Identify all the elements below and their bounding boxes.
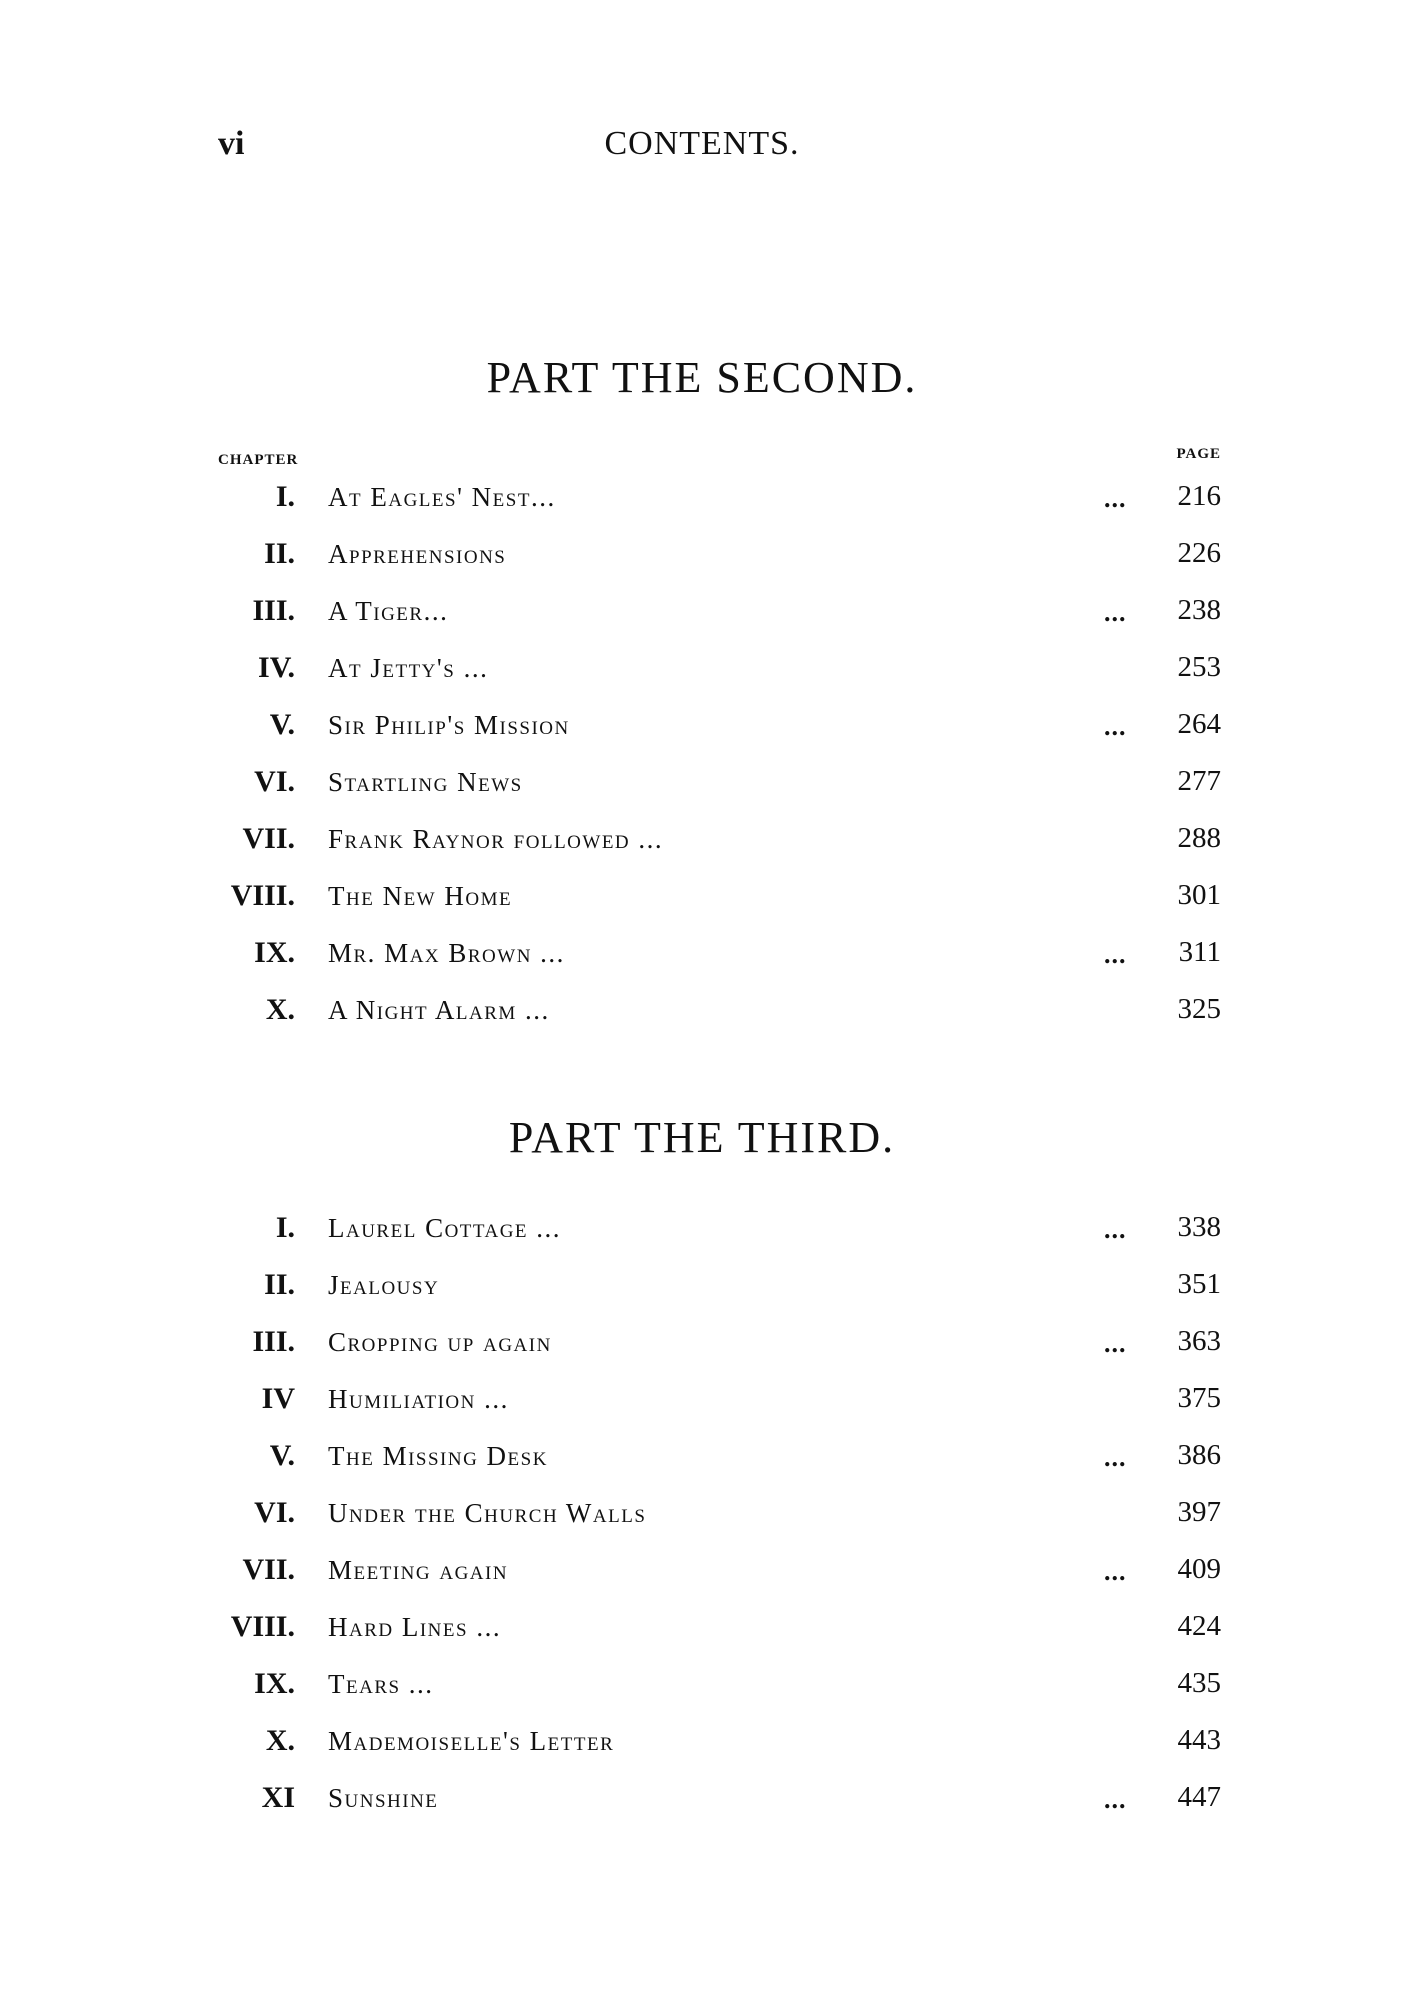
chapter-numeral: III. xyxy=(252,1325,295,1358)
toc-entry xyxy=(0,708,1404,752)
chapter-title: Jealousy xyxy=(328,1270,440,1300)
chapter-numeral: II. xyxy=(264,537,295,570)
chapter-numeral: VII. xyxy=(242,822,295,855)
toc-entry xyxy=(0,1325,1404,1369)
page-number: 325 xyxy=(1177,993,1221,1025)
chapter-numeral: IV. xyxy=(258,651,295,684)
toc-entry xyxy=(0,822,1404,866)
chapter-title: Tears ... xyxy=(328,1669,434,1699)
page-number: 424 xyxy=(1177,1610,1221,1642)
toc-entry xyxy=(0,1211,1404,1255)
chapter-numeral: III. xyxy=(252,594,295,627)
page-number: 253 xyxy=(1177,651,1221,683)
dot-leader: ... xyxy=(1104,1557,1127,1586)
chapter-title: A Night Alarm ... xyxy=(328,995,550,1025)
chapter-title: Sir Philip's Mission xyxy=(328,710,570,740)
toc-entry xyxy=(0,765,1404,809)
chapter-numeral: IX. xyxy=(254,1667,295,1700)
running-head-title: CONTENTS. xyxy=(604,125,800,162)
chapter-title: Startling News xyxy=(328,767,523,797)
chapter-title: The New Home xyxy=(328,881,513,911)
page-number: 288 xyxy=(1177,822,1221,854)
chapter-title: Apprehensions xyxy=(328,539,507,569)
chapter-numeral: XI xyxy=(261,1781,295,1814)
dot-leader: ... xyxy=(1104,484,1127,513)
page-number: 386 xyxy=(1177,1439,1221,1471)
toc-entry xyxy=(0,651,1404,695)
chapter-numeral: V. xyxy=(269,1439,295,1472)
chapter-numeral: IX. xyxy=(254,936,295,969)
page-number: 216 xyxy=(1177,480,1221,512)
chapter-numeral: IV xyxy=(261,1382,295,1415)
page-number: 264 xyxy=(1177,708,1221,740)
toc-entry xyxy=(0,1382,1404,1426)
chapter-numeral: VI. xyxy=(254,765,295,798)
toc-entry xyxy=(0,537,1404,581)
toc-entry xyxy=(0,1439,1404,1483)
toc-entry xyxy=(0,879,1404,923)
chapter-title: Cropping up again xyxy=(328,1327,552,1357)
page-number: 443 xyxy=(1177,1724,1221,1756)
page-number: 435 xyxy=(1177,1667,1221,1699)
toc-entry xyxy=(0,1496,1404,1540)
chapter-title: At Jetty's ... xyxy=(328,653,489,683)
chapter-numeral: II. xyxy=(264,1268,295,1301)
chapter-numeral: X. xyxy=(265,1724,295,1757)
chapter-title: Laurel Cottage ... xyxy=(328,1213,562,1243)
toc-entry xyxy=(0,1610,1404,1654)
toc-entry xyxy=(0,1553,1404,1597)
page-number: 363 xyxy=(1177,1325,1221,1357)
chapter-numeral: I. xyxy=(275,480,295,513)
chapter-title: A Tiger... xyxy=(328,596,449,626)
page-number: 351 xyxy=(1177,1268,1221,1300)
chapter-title: Frank Raynor followed ... xyxy=(328,824,664,854)
dot-leader: ... xyxy=(1104,1443,1127,1472)
toc-entry xyxy=(0,594,1404,638)
chapter-column-label: CHAPTER xyxy=(218,452,299,468)
page-number: 397 xyxy=(1177,1496,1221,1528)
chapter-title: Mademoiselle's Letter xyxy=(328,1726,615,1756)
chapter-numeral: VI. xyxy=(254,1496,295,1529)
chapter-title: Mr. Max Brown ... xyxy=(328,938,565,968)
dot-leader: ... xyxy=(1104,1329,1127,1358)
page-number: 409 xyxy=(1177,1553,1221,1585)
toc-entry xyxy=(0,480,1404,524)
chapter-numeral: X. xyxy=(265,993,295,1026)
page-number: 311 xyxy=(1178,936,1221,968)
toc-entry xyxy=(0,936,1404,980)
part-second-title: PART THE SECOND. xyxy=(486,353,918,402)
dot-leader: ... xyxy=(1104,1215,1127,1244)
page-number: 238 xyxy=(1177,594,1221,626)
page-number: 338 xyxy=(1177,1211,1221,1243)
dot-leader: ... xyxy=(1104,940,1127,969)
chapter-title: Hard Lines ... xyxy=(328,1612,502,1642)
toc-entry xyxy=(0,1667,1404,1711)
toc-entry xyxy=(0,1781,1404,1825)
chapter-title: Under the Church Walls xyxy=(328,1498,647,1528)
toc-entry xyxy=(0,1724,1404,1768)
dot-leader: ... xyxy=(1104,1785,1127,1814)
dot-leader: ... xyxy=(1104,598,1127,627)
chapter-title: Meeting again xyxy=(328,1555,509,1585)
page-number: 277 xyxy=(1177,765,1221,797)
running-head xyxy=(0,125,1404,175)
part-third-title: PART THE THIRD. xyxy=(508,1113,896,1162)
chapter-numeral: VIII. xyxy=(230,879,295,912)
chapter-numeral: VII. xyxy=(242,1553,295,1586)
chapter-title: Sunshine xyxy=(328,1783,439,1813)
chapter-title: Humiliation ... xyxy=(328,1384,509,1414)
toc-entry xyxy=(0,993,1404,1037)
page-number: 375 xyxy=(1177,1382,1221,1414)
page-number: 447 xyxy=(1177,1781,1221,1813)
toc-entry xyxy=(0,1268,1404,1312)
page-folio: vi xyxy=(218,125,245,162)
chapter-title: At Eagles' Nest... xyxy=(328,482,556,512)
dot-leader: ... xyxy=(1104,712,1127,741)
chapter-numeral: I. xyxy=(275,1211,295,1244)
page-number: 301 xyxy=(1177,879,1221,911)
chapter-title: The Missing Desk xyxy=(328,1441,548,1471)
page-number: 226 xyxy=(1177,537,1221,569)
chapter-numeral: V. xyxy=(269,708,295,741)
chapter-numeral: VIII. xyxy=(230,1610,295,1643)
page-column-label: PAGE xyxy=(1176,446,1221,462)
